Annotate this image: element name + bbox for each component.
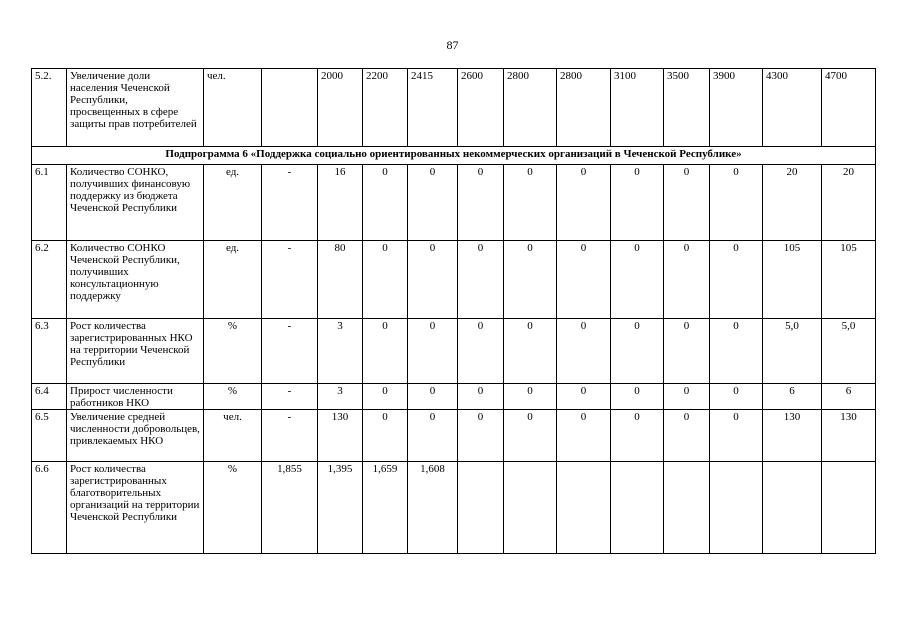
value-cell: - xyxy=(262,241,318,319)
value-cell: 0 xyxy=(710,241,763,319)
value-cell: 6 xyxy=(763,384,822,410)
indicator-name: Количество СОНКО Чеченской Республики, получивших консультационную поддержку xyxy=(67,241,204,319)
value-cell: 0 xyxy=(710,319,763,384)
indicator-name: Увеличение доли населения Чеченской Республики, просвещенных в сфере защиты прав потребителей xyxy=(67,69,204,147)
value-cell: 6 xyxy=(822,384,876,410)
value-cell: 2000 xyxy=(318,69,363,147)
value-cell: 0 xyxy=(611,165,664,241)
value-cell: 0 xyxy=(458,319,504,384)
value-cell: 105 xyxy=(763,241,822,319)
value-cell: 0 xyxy=(408,165,458,241)
value-cell: 0 xyxy=(557,410,611,462)
indicator-name: Увеличение средней численности добровольцев, привлекаемых НКО xyxy=(67,410,204,462)
value-cell: 3 xyxy=(318,384,363,410)
value-cell: 4700 xyxy=(822,69,876,147)
value-cell xyxy=(822,462,876,554)
value-cell: 0 xyxy=(664,384,710,410)
value-cell: 130 xyxy=(763,410,822,462)
value-cell: 0 xyxy=(611,319,664,384)
value-cell: 0 xyxy=(408,319,458,384)
value-cell: 0 xyxy=(408,241,458,319)
value-cell: - xyxy=(262,384,318,410)
value-cell: 16 xyxy=(318,165,363,241)
value-cell: - xyxy=(262,410,318,462)
value-cell: 0 xyxy=(504,165,557,241)
value-cell: 130 xyxy=(822,410,876,462)
table-row xyxy=(32,241,876,319)
value-cell: 0 xyxy=(408,384,458,410)
value-cell: 1,608 xyxy=(408,462,458,554)
value-cell: 1,855 xyxy=(262,462,318,554)
unit-cell: чел. xyxy=(204,69,262,147)
indicators-table xyxy=(31,68,876,554)
value-cell: 1,659 xyxy=(363,462,408,554)
value-cell: 0 xyxy=(557,241,611,319)
value-cell: 105 xyxy=(822,241,876,319)
row-number: 6.2 xyxy=(32,241,67,319)
value-cell: 0 xyxy=(664,410,710,462)
value-cell: 0 xyxy=(363,384,408,410)
value-cell: 3100 xyxy=(611,69,664,147)
unit-cell: ед. xyxy=(204,241,262,319)
value-cell: 0 xyxy=(363,241,408,319)
row-number: 6.1 xyxy=(32,165,67,241)
value-cell: 0 xyxy=(710,410,763,462)
value-cell: 0 xyxy=(363,410,408,462)
unit-cell: % xyxy=(204,319,262,384)
value-cell: 0 xyxy=(611,410,664,462)
unit-cell: % xyxy=(204,384,262,410)
value-cell: 2200 xyxy=(363,69,408,147)
value-cell: - xyxy=(262,319,318,384)
value-cell: 80 xyxy=(318,241,363,319)
table-row xyxy=(32,319,876,384)
value-cell: 0 xyxy=(458,241,504,319)
value-cell: 0 xyxy=(504,241,557,319)
value-cell: 2800 xyxy=(504,69,557,147)
value-cell: 0 xyxy=(458,165,504,241)
row-number: 6.5 xyxy=(32,410,67,462)
page-number: 87 xyxy=(446,38,459,52)
indicator-name: Количество СОНКО, получивших финансовую поддержку из бюджета Чеченской Республики xyxy=(67,165,204,241)
value-cell: 0 xyxy=(710,384,763,410)
indicator-name: Рост количества зарегистрированных благотворительных организаций на территории Чеченской Республики xyxy=(67,462,204,554)
unit-cell: % xyxy=(204,462,262,554)
value-cell: 2415 xyxy=(408,69,458,147)
row-number: 5.2. xyxy=(32,69,67,147)
value-cell xyxy=(504,462,557,554)
value-cell: 0 xyxy=(363,319,408,384)
value-cell: - xyxy=(262,165,318,241)
value-cell xyxy=(611,462,664,554)
section-header-row xyxy=(32,147,876,165)
value-cell: 3900 xyxy=(710,69,763,147)
value-cell: 3 xyxy=(318,319,363,384)
value-cell: 0 xyxy=(611,384,664,410)
value-cell xyxy=(763,462,822,554)
table-row xyxy=(32,69,876,147)
value-cell: 20 xyxy=(763,165,822,241)
value-cell: 0 xyxy=(504,319,557,384)
indicator-name: Прирост численности работников НКО xyxy=(67,384,204,410)
value-cell: 0 xyxy=(710,165,763,241)
value-cell: 0 xyxy=(664,241,710,319)
value-cell: 0 xyxy=(504,410,557,462)
value-cell: 0 xyxy=(664,165,710,241)
unit-cell: чел. xyxy=(204,410,262,462)
value-cell: 5,0 xyxy=(822,319,876,384)
value-cell: 5,0 xyxy=(763,319,822,384)
row-number: 6.4 xyxy=(32,384,67,410)
value-cell: 2800 xyxy=(557,69,611,147)
table-row xyxy=(32,410,876,462)
table-row xyxy=(32,462,876,554)
value-cell: 0 xyxy=(408,410,458,462)
value-cell: 1,395 xyxy=(318,462,363,554)
value-cell: 0 xyxy=(504,384,557,410)
value-cell xyxy=(557,462,611,554)
value-cell: 0 xyxy=(458,410,504,462)
value-cell: 0 xyxy=(611,241,664,319)
value-cell: 0 xyxy=(664,319,710,384)
value-cell: 3500 xyxy=(664,69,710,147)
row-number: 6.6 xyxy=(32,462,67,554)
value-cell xyxy=(664,462,710,554)
value-cell xyxy=(710,462,763,554)
value-cell: 0 xyxy=(458,384,504,410)
unit-cell: ед. xyxy=(204,165,262,241)
value-cell xyxy=(262,69,318,147)
table-row xyxy=(32,384,876,410)
section-title: Подпрограмма 6 «Поддержка социально ориентированных некоммерческих организаций в Чеченской Республике» xyxy=(32,147,876,165)
value-cell: 4300 xyxy=(763,69,822,147)
value-cell: 20 xyxy=(822,165,876,241)
value-cell: 0 xyxy=(557,319,611,384)
value-cell: 0 xyxy=(557,165,611,241)
value-cell: 0 xyxy=(557,384,611,410)
row-number: 6.3 xyxy=(32,319,67,384)
value-cell: 0 xyxy=(363,165,408,241)
table-row xyxy=(32,165,876,241)
value-cell xyxy=(458,462,504,554)
value-cell: 130 xyxy=(318,410,363,462)
value-cell: 2600 xyxy=(458,69,504,147)
indicator-name: Рост количества зарегистрированных НКО на территории Чеченской Республики xyxy=(67,319,204,384)
